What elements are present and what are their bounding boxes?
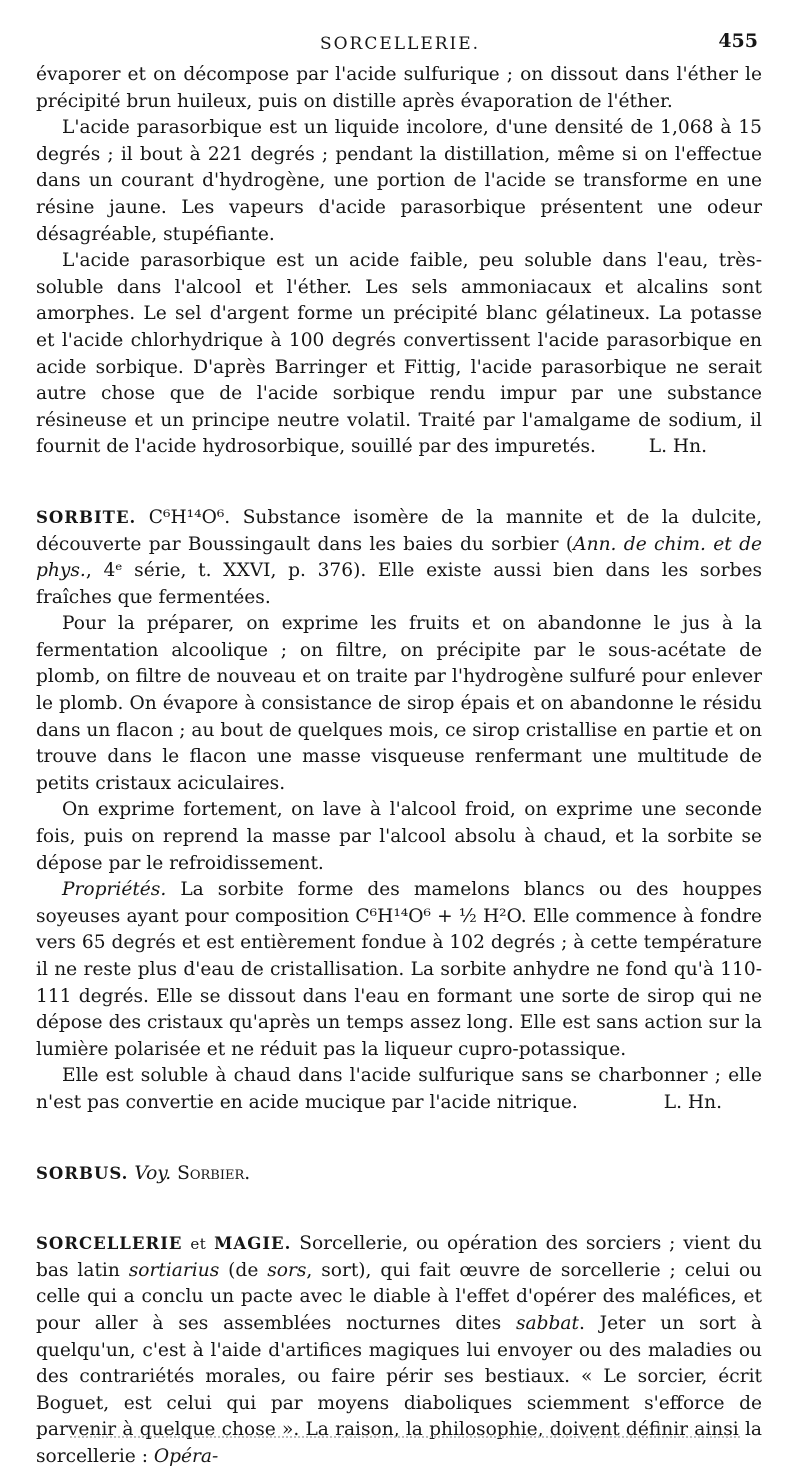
sorcellerie-connector: et <box>190 1235 207 1254</box>
sorcellerie-term-sabbat: sabbat <box>515 1312 579 1334</box>
parasorbique-paragraph-3: L'acide parasorbique est un acide faible, peu soluble dans l'eau, très-soluble dans l'alcool et l'éther. Les sels ammoniacaux et alcalins sont amorphes. Le sel d'argent forme un précipité blanc gélatineux. La potasse et l'acide chlorhydrique à 100 degrés convertissent l'acide parasorbique en acide sorbique. D'après Barringer et Fittig, l'acide parasorbique ne serait autre chose que de l'acide sorbique rendu impur par une substance résineuse et un principe neutre volatil. Traité par l'amalgame de sodium, il fournit de l'acide hydrosorbique, souillé par des impuretés. <box>36 250 762 458</box>
bottom-dotted-rule <box>70 1436 740 1438</box>
sorbite-headword: SORBITE. <box>36 507 137 527</box>
sorbus-see: Voy. <box>134 1162 172 1184</box>
sorbite-hydrate-formula: C⁶H¹⁴O⁶ + ½ H²O. <box>355 905 527 927</box>
sorcellerie-term-sortiarius: sortiarius <box>128 1259 220 1281</box>
sorbite-solubility-text: Elle est soluble à chaud dans l'acide sulfurique sans se charbonner ; elle n'est pas convertie en acide mucique par l'acide nitrique. <box>36 1065 762 1113</box>
sorbite-paragraph-2: Pour la préparer, on exprime les fruits et on abandonne le jus à la fermentation alcoolique ; on filtre, on précipite par le sous-acétate de plomb, on filtre de nouveau et on traite par l'hydrogène sulfuré pour enlever le plomb. On évapore à consistance de sirop épais et on abandonne le résidu dans un flacon ; au bout de quelques mois, ce sirop cristallise en partie et on trouve dans le flacon une masse visqueuse renfermant une multitude de petits cristaux aciculaires. <box>36 613 762 794</box>
running-head <box>0 30 800 60</box>
sorcellerie-text-b: (de <box>228 1259 259 1281</box>
sorcellerie-text-end: Opéra- <box>153 1445 219 1467</box>
sorcellerie-paragraph-1 <box>36 1231 762 1470</box>
sorbus-headword: SORBUS. <box>36 1163 129 1183</box>
sorbite-paragraph-4 <box>36 877 762 1063</box>
sorcellerie-text-c: , sort), qui fait œuvre de sorcellerie ; celui ou celle qui a conclu un pacte avec le diable à l'effet d'opérer des maléfices, et pour aller à ses assemblées nocturnes dites <box>36 1259 762 1334</box>
sorbite-intro: Substance isomère de la mannite et de la dulcite, découverte par Boussingault dans les baies du sorbier ( <box>36 506 762 555</box>
sorbite-reference: Ann. de chim. et de phys. <box>36 533 762 582</box>
sorbite-intro-end: , 4ᵉ série, t. XXVI, p. 376). Elle existe aussi bien dans les sorbes fraîches que fermentées. <box>36 560 762 608</box>
parasorbique-paragraph-1: évaporer et on décompose par l'acide sulfurique ; on dissout dans l'éther le précipité brun huileux, puis on distille après évaporation de l'éther. <box>36 64 762 112</box>
sorbite-properties-text-2: Elle commence à fondre vers 65 degrés et est entièrement fondue à 102 degrés ; à cette température il ne reste plus d'eau de cristallisation. La sorbite anhydre ne fond qu'à 110-111 degrés. Elle se dissout dans l'eau en formant une sorte de sirop qui ne dépose des cristaux qu'après un temps assez long. Elle est sans action sur la lumière polarisée et ne réduit pas la liqueur cupro-potassique. <box>36 905 762 1060</box>
sorcellerie-term-sors: sors <box>267 1259 307 1281</box>
sorbite-signature: L. Hn. <box>663 1091 722 1113</box>
sorbite-formula: C⁶H¹⁴O⁶. <box>148 506 231 528</box>
sorcellerie-text-d: . Jeter un sort à quelqu'un, c'est à l'aide d'artifices magiques lui envoyer ou des maladies ou des contrariétés morales, ou faire périr ses bestiaux. « Le sorcier, écrit Boguet, est celui qui par moyens diaboliques sciemment s'efforce de parvenir à quelque chose ». La raison, la philosophie, doivent définir ainsi la sorcellerie : <box>36 1312 762 1467</box>
running-title: SORCELLERIE. <box>319 34 481 54</box>
signature-text: L. Hn. <box>648 436 707 458</box>
sorbite-properties-text: La sorbite forme des mamelons blancs ou des houppes soyeuses ayant pour composition <box>36 879 763 927</box>
sorbite-paragraph-5 <box>36 1063 762 1116</box>
sorbite-properties-label: Propriétés. <box>62 879 167 901</box>
sorbus-cross-reference: Sorbier. <box>177 1162 251 1184</box>
sorbite-paragraph-1 <box>36 505 762 611</box>
parasorbique-paragraph-2: L'acide parasorbique est un liquide incolore, d'une densité de 1,068 à 15 degrés ; il bout à 221 degrés ; pendant la distillation, même si on l'effectue dans un courant d'hydrogène, une portion de l'acide se transforme en une résine jaune. Les vapeurs d'acide parasorbique présentent une odeur désagréable, stupéfiante. <box>36 117 762 245</box>
magie-headword: MAGIE. <box>214 1234 292 1254</box>
sorbus-entry <box>36 1161 762 1188</box>
sorcellerie-text-a: Sorcellerie, ou opération des sorciers ; vient du bas latin <box>36 1233 762 1281</box>
sorbite-paragraph-3: On exprime fortement, on lave à l'alcool froid, on exprime une seconde fois, puis on reprend la masse par l'alcool absolu à chaud, et la sorbite se dépose par le refroidissement. <box>36 799 762 874</box>
sorcellerie-headword: SORCELLERIE <box>36 1234 183 1254</box>
body-text <box>36 62 762 1471</box>
page-number: 455 <box>718 30 758 52</box>
